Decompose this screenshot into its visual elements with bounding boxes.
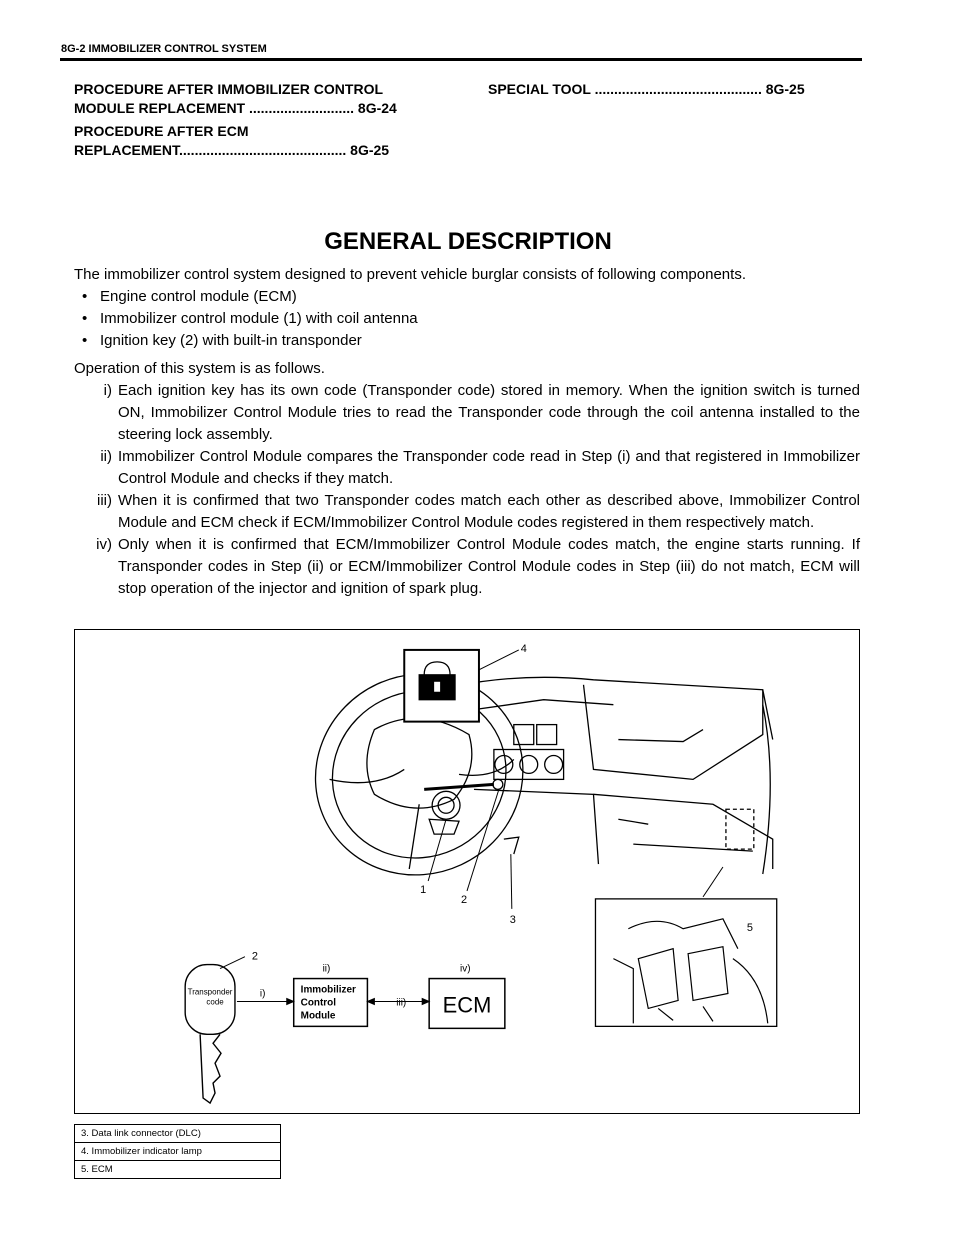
toc-entry[interactable]	[488, 80, 868, 99]
operation-intro: Operation of this system is as follows.	[74, 360, 325, 377]
module-label-line: Module	[300, 1010, 336, 1022]
key-label-line: code	[206, 997, 224, 1007]
dashboard-drawing	[282, 640, 772, 909]
operation-step	[74, 490, 860, 534]
toc-entry[interactable]	[74, 122, 454, 160]
intro-block	[74, 264, 860, 352]
callout-number: 5	[746, 921, 753, 934]
callout-number: 1	[420, 883, 427, 896]
operation-block	[74, 358, 860, 600]
system-diagram	[74, 629, 860, 1114]
toc-left-column	[74, 80, 454, 164]
arrow-label: iv)	[460, 963, 471, 975]
step-number: iv)	[96, 536, 112, 553]
legend-cell: 4. Immobilizer indicator lamp	[75, 1143, 281, 1161]
intro-paragraph: The immobilizer control system designed to prevent vehicle burglar consists of following components.	[74, 266, 746, 283]
toc-entry-line: PROCEDURE AFTER ECM	[74, 123, 249, 139]
toc-entry-line: SPECIAL TOOL ........................................... 8G-25	[488, 81, 805, 97]
component-item: • Immobilizer control module (1) with coil antenna	[74, 308, 860, 330]
operation-step	[74, 380, 860, 446]
legend-row	[75, 1161, 281, 1179]
arrow-label: i)	[259, 988, 266, 1000]
toc-entry-line: MODULE REPLACEMENT ........................... 8G-24	[74, 100, 397, 116]
module-label-line: Control	[300, 997, 337, 1009]
step-text: Only when it is confirmed that ECM/Immobilizer Control Module codes match, the engine starts running. If Transponder codes in Step (ii) or ECM/Immobilizer Control Module codes in Step (iii) do not match, ECM will stop operation of the injector and ignition of spark plug.	[118, 536, 860, 597]
step-number: i)	[103, 382, 112, 399]
component-item: • Engine control module (ECM)	[74, 286, 860, 308]
operation-step	[74, 534, 860, 600]
legend-cell: 3. Data link connector (DLC)	[75, 1125, 281, 1143]
ignition-key-drawing	[185, 965, 235, 1103]
operation-step	[74, 446, 860, 490]
step-number: ii)	[100, 448, 112, 465]
legend-row	[75, 1143, 281, 1161]
callout-number: 2	[251, 950, 258, 963]
toc-entry[interactable]	[74, 80, 454, 118]
legend-table	[74, 1124, 281, 1179]
step-text: Immobilizer Control Module compares the Transponder code read in Step (i) and that registered in Immobilizer Control Module and checks if they match.	[118, 448, 860, 487]
arrow-label: iii)	[396, 997, 407, 1009]
callout-number: 2	[461, 893, 468, 906]
callout-number: 4	[520, 642, 527, 655]
legend-cell: 5. ECM	[75, 1161, 281, 1179]
toc-entry-line: PROCEDURE AFTER IMMOBILIZER CONTROL	[74, 81, 384, 97]
arrow-label: ii)	[322, 963, 331, 975]
toc-right-column	[488, 80, 868, 103]
step-number: iii)	[97, 492, 112, 509]
diagram-svg	[75, 630, 859, 1113]
module-label-line: Immobilizer	[300, 984, 356, 996]
legend-row	[75, 1125, 281, 1143]
toc-entry-line: REPLACEMENT........................................... 8G-25	[74, 142, 390, 158]
ecm-box-label: ECM	[442, 992, 492, 1018]
running-header: 8G-2 IMMOBILIZER CONTROL SYSTEM	[61, 43, 267, 55]
key-label-line: Transponder	[187, 987, 233, 997]
component-item: • Ignition key (2) with built-in transponder	[74, 330, 860, 352]
header-rule	[60, 58, 862, 61]
step-text: Each ignition key has its own code (Transponder code) stored in memory. When the ignition switch is turned ON, Immobilizer Control Module tries to read the Transponder code through the coil antenna installed to the steering lock assembly.	[118, 382, 860, 443]
callout-number: 3	[509, 913, 516, 926]
step-text: When it is confirmed that two Transponder codes match each other as described above, Immobilizer Control Module and ECM check if ECM/Immobilizer Control Module codes registered in them respectively match.	[118, 492, 860, 531]
section-title: GENERAL DESCRIPTION	[324, 228, 612, 255]
